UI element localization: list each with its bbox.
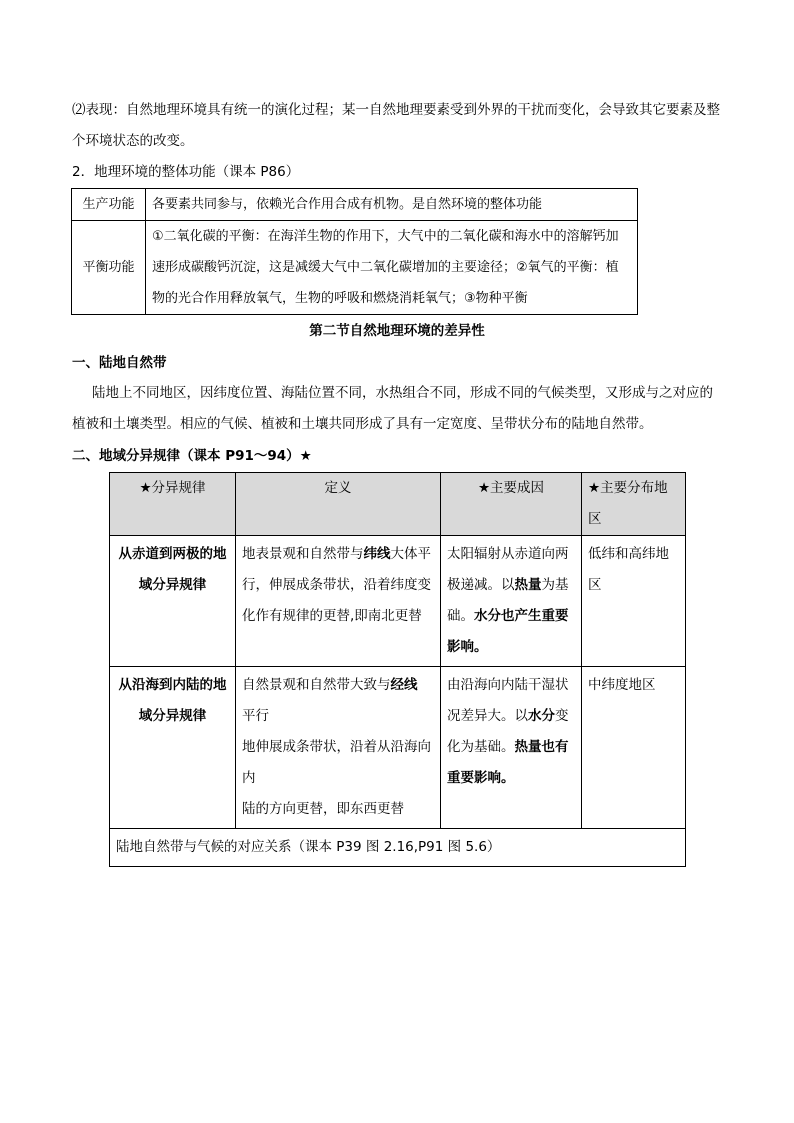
law-name-longitudinal: 从沿海到内陆的地域分异规律: [110, 667, 236, 829]
paragraph-performance: ⑵表现：自然地理环境具有统一的演化过程；某一自然地理要素受到外界的干扰而变化，会导致其它要素及整个环境状态的改变。: [72, 102, 720, 149]
definition-text: 地伸展成条带状，沿着从沿海向内: [242, 739, 431, 786]
header-cause: ★主要成因: [441, 473, 582, 536]
cause-keyword: 热量: [514, 577, 542, 593]
cause-keyword: 水分: [528, 708, 555, 724]
distribution-latitudinal: 低纬和高纬地区: [582, 536, 686, 667]
differentiation-law-table: [109, 472, 686, 867]
cause-text: 太阳辐射从赤道向两极递减。以: [447, 546, 569, 593]
paragraph-land-natural-zone: 陆地上不同地区，因纬度位置、海陆位置不同，水热组合不同，形成不同的气候类型，又形成与之对应的植被和土壤类型。相应的气候、植被和土壤共同形成了具有一定宽度、呈带状分布的陆地自然带。: [72, 385, 713, 432]
cause-longitudinal: [441, 667, 582, 829]
definition-text: 陆的方向更替，即东西更替: [242, 801, 404, 817]
cause-emphasis: 热量也有重要影响。: [447, 739, 569, 786]
table-footer-note: 陆地自然带与气候的对应关系（课本 P39 图 2.16,P91 图 5.6）: [110, 829, 686, 867]
cause-text: 由沿海向内陆干湿状况差异大。以: [447, 677, 569, 724]
distribution-longitudinal: 中纬度地区: [582, 667, 686, 829]
definition-text: 大体平行，伸展成条带状，沿着纬度变化作有规律的更替,即南北更替: [242, 546, 431, 624]
definition-text: 地表景观和自然带与: [242, 546, 364, 562]
balance-function-text: ①二氧化碳的平衡：在海洋生物的作用下，大气中的二氧化碳和海水中的溶解钙加速形成碳酸钙沉淀，这是减缓大气中二氧化碳增加的主要途径；②氧气的平衡：植物的光合作用释放氧气，生物的呼吸和燃烧消耗氧气；③物种平衡: [146, 221, 638, 315]
cause-text: 为基础。: [447, 577, 569, 624]
production-function-label: 生产功能: [72, 189, 146, 221]
cause-text: 变化为基础。: [447, 708, 569, 755]
definition-longitudinal: [236, 667, 441, 829]
heading-regional-differentiation: 二、地域分异规律（课本 P91～94）★: [72, 448, 312, 464]
definition-text: 平行: [242, 708, 269, 724]
heading-land-natural-zone: 一、陆地自然带: [72, 355, 167, 371]
definition-keyword: 纬线: [363, 546, 391, 562]
definition-keyword: 经线: [390, 677, 418, 693]
production-function-text: 各要素共同参与，依赖光合作用合成有机物。是自然环境的整体功能: [146, 189, 638, 221]
header-law: ★分异规律: [110, 473, 236, 536]
cause-emphasis: 水分也产生重要影响。: [447, 608, 569, 655]
header-distribution: ★主要分布地区: [582, 473, 686, 536]
cause-latitudinal: [441, 536, 582, 667]
function-table: [71, 188, 638, 315]
item-2-title: 2．地理环境的整体功能（课本 P86）: [72, 164, 300, 180]
table-row: [110, 667, 686, 829]
definition-text: 自然景观和自然带大致与: [242, 677, 391, 693]
definition-latitudinal: [236, 536, 441, 667]
table-row: [110, 536, 686, 667]
section-title: 第二节自然地理环境的差异性: [309, 323, 485, 339]
balance-function-label: 平衡功能: [72, 221, 146, 315]
header-definition: 定义: [236, 473, 441, 536]
law-name-latitudinal: 从赤道到两极的地域分异规律: [110, 536, 236, 667]
